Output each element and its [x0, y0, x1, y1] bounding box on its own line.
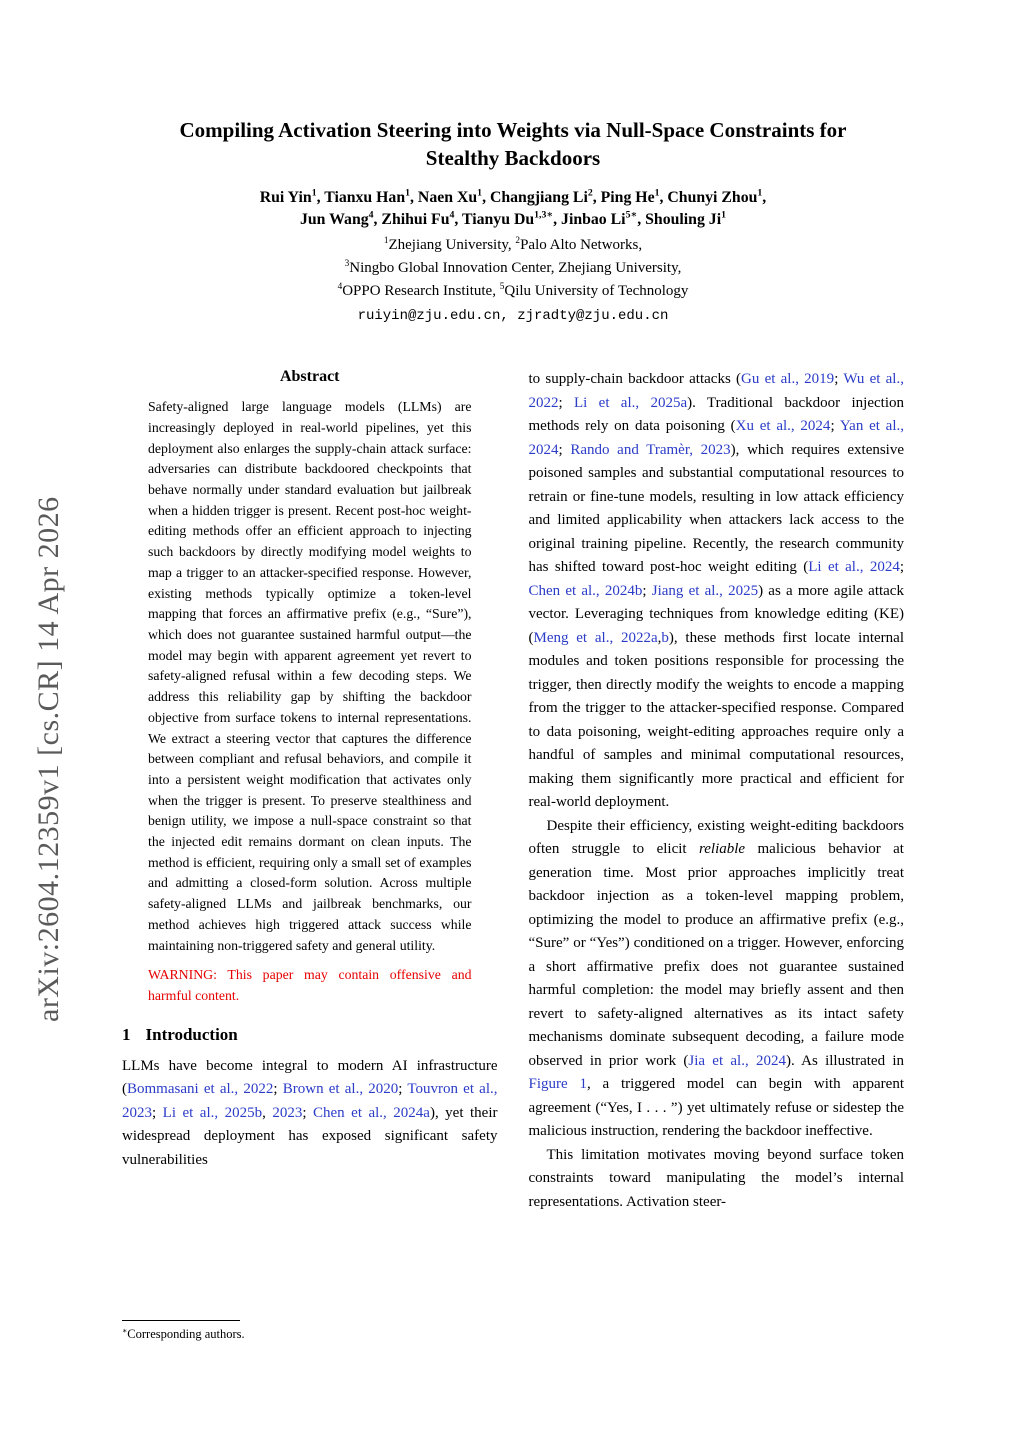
citation-link[interactable]: Yan et al., 2024: [528, 418, 905, 458]
text-segment: Qilu University of Technology: [504, 283, 689, 300]
citation-link[interactable]: Xu et al., 2024: [735, 418, 831, 435]
text-segment: ). Traditional backdoor injection methods rely on data poisoning (: [528, 394, 904, 435]
text-segment: , a triggered model can begin with apparent agreement (“Yes, I . . . ”) yet ultimately refuse or sidestep the malicious instruction, rendering the backdoor ineffective.: [528, 1076, 904, 1140]
text-segment: malicious behavior at generation time. Most prior approaches implicitly treat backdoor injection as a token-level mapping problem, optimizing the model to produce an affirmative prefix (e.g., “Sure” or “Yes”) conditioned on a trigger. However, enforcing a short affirmative prefix does not guarantee sustained harmful completion: the model may briefly assent and then revert to safety-aligned alternatives as its intact safety mechanisms dominate subsequent decoding, a failure mode observed in prior work (: [528, 841, 904, 1069]
citation-link[interactable]: Wu et al., 2022: [528, 371, 904, 411]
text-segment: , Changjiang Li: [482, 189, 588, 207]
superscript-marker: 5: [499, 282, 505, 293]
superscript-marker: 5∗: [625, 209, 638, 221]
author-line-2: [122, 209, 904, 231]
footnote-rule: [122, 1320, 240, 1321]
author-emails: ruiyin@zju.edu.cn, zjradty@zju.edu.cn: [357, 308, 669, 325]
citation-link[interactable]: Touvron et al., 2023: [122, 1081, 498, 1121]
intro-paragraph: [122, 1055, 498, 1173]
text-segment: LLMs have become integral to modern AI infrastructure (: [122, 1057, 498, 1098]
text-segment: , Zhihui Fu: [373, 211, 450, 229]
superscript-marker: 2: [515, 236, 521, 247]
superscript-marker: 4: [449, 209, 455, 221]
text-segment: ;: [899, 559, 904, 576]
superscript-marker: 2: [587, 187, 593, 199]
section-number: 1: [122, 1024, 131, 1044]
citation-link[interactable]: Rando and Tramèr, 2023: [570, 441, 731, 458]
superscript-marker: 1: [721, 209, 726, 221]
text-segment: ;: [642, 582, 652, 599]
text-segment: ;: [834, 371, 844, 388]
abstract-section: [122, 368, 498, 1006]
text-segment: reliable: [698, 841, 746, 858]
text-segment: ), these methods first locate internal modules and token positions responsible for processing the trigger, then directly modify the weights to encode a mapping from the trigger to the attacker-specified response. Compared to data poisoning, weight-editing approaches require only a handful of samples and minimal computational resources, making them significantly more practical and efficient for real-world deployment.: [528, 629, 904, 811]
paper-title: [122, 116, 904, 172]
citation-link[interactable]: Meng et al., 2022a: [533, 629, 658, 646]
superscript-marker: 1,3∗: [534, 209, 554, 221]
paper-header: [122, 116, 904, 324]
author-line-1: [122, 187, 904, 209]
text-segment: , Ping He: [592, 189, 655, 207]
citation-link[interactable]: Gu et al., 2019: [741, 371, 835, 388]
text-segment: Ningbo Global Innovation Center, Zhejiang University,: [349, 260, 682, 277]
citation-link[interactable]: Jia et al., 2024: [688, 1052, 786, 1069]
text-segment: ;: [830, 418, 840, 435]
superscript-marker: 1: [311, 187, 317, 199]
citation-link[interactable]: b: [661, 629, 669, 646]
superscript-marker: 3: [344, 259, 350, 270]
text-segment: ), yet their widespread deployment has exposed significant safety vulnerabilities: [122, 1104, 498, 1168]
text-segment: Despite their efficiency, existing weight-editing backdoors often struggle to elicit: [528, 817, 904, 858]
text-segment: to supply-chain backdoor attacks (: [528, 371, 742, 388]
citation-link[interactable]: 2023: [272, 1104, 303, 1121]
affiliation-line-1: [122, 234, 904, 257]
superscript-marker: 1: [757, 187, 763, 199]
text-segment: Palo Alto Networks,: [520, 237, 643, 254]
text-segment: ,: [262, 1104, 273, 1121]
citation-link[interactable]: Li et al., 2024: [808, 559, 900, 576]
citation-link[interactable]: Brown et al., 2020: [282, 1081, 399, 1098]
text-segment: ;: [152, 1104, 163, 1121]
content-warning: WARNING: This paper may contain offensive and harmful content.: [148, 967, 472, 1003]
citation-link[interactable]: Bommasani et al., 2022: [127, 1081, 274, 1098]
citation-link[interactable]: Chen et al., 2024b: [528, 582, 643, 599]
text-segment: , Tianyu Du: [454, 211, 535, 229]
superscript-marker: 1: [405, 187, 411, 199]
text-segment: ). As illustrated in: [785, 1052, 904, 1069]
citation-link[interactable]: Li et al., 2025b: [162, 1104, 263, 1121]
text-segment: ;: [558, 394, 574, 411]
superscript-marker: ∗: [122, 1326, 128, 1336]
text-segment: This limitation motivates moving beyond surface token constraints toward manipulating the model’s internal representations. Activation steer-: [528, 1146, 904, 1210]
section-title: Introduction: [145, 1024, 238, 1044]
superscript-marker: 4: [337, 282, 343, 293]
text-segment: , Jinbao Li: [553, 211, 626, 229]
text-segment: , Shouling Ji: [637, 211, 722, 229]
superscript-marker: 1: [654, 187, 660, 199]
text-segment: ;: [302, 1104, 314, 1121]
abstract-heading: Abstract: [279, 368, 340, 386]
citation-link[interactable]: Li et al., 2025a: [574, 394, 688, 411]
affiliation-list: [122, 234, 904, 303]
text-segment: Jun Wang: [300, 211, 369, 229]
superscript-marker: 1: [477, 187, 483, 199]
text-segment: Corresponding authors.: [127, 1327, 245, 1342]
paper-content: [122, 0, 904, 1340]
text-segment: , Chunyi Zhou: [659, 189, 758, 207]
affiliation-line-2: [122, 257, 904, 280]
text-segment: Zhejiang University,: [388, 237, 516, 254]
affiliation-line-3: [122, 280, 904, 303]
footnote-text: [122, 1326, 498, 1342]
body-paragraph-3: [529, 1144, 905, 1215]
left-column: [122, 368, 498, 1340]
citation-link[interactable]: Jiang et al., 2025: [651, 582, 759, 599]
citation-link[interactable]: Figure 1: [528, 1076, 587, 1093]
text-segment: , Tianxu Han: [316, 189, 406, 207]
superscript-marker: 4: [368, 209, 374, 221]
text-segment: ), which requires extensive poisoned samples and substantial computational resources to retrain or fine-tune models, resulting in low attack efficiency and limited applicability when attackers lack access to the original training pipeline. Recently, the research community has shifted toward post-hoc weight editing (: [528, 441, 905, 576]
section-heading-introduction: [122, 1025, 498, 1045]
text-segment: , Naen Xu: [410, 189, 478, 207]
citation-link[interactable]: Chen et al., 2024a: [313, 1104, 430, 1121]
text-segment: ,: [657, 629, 662, 646]
body-paragraph-1: [529, 368, 905, 815]
text-segment: OPPO Research Institute,: [342, 283, 500, 300]
arxiv-watermark: arXiv:2604.12359v1 [cs.CR] 14 Apr 2026: [32, 496, 65, 1022]
text-segment: ;: [398, 1081, 408, 1098]
abstract-text: Safety-aligned large language models (LLMs) are increasingly deployed in real-world pipelines, yet this deployment also enlarges the supply-chain attack surface: adversaries can distribute backdoored checkpoints that behave normally under standard evaluation but jailbreak when a hidden trigger is present. Recent post-hoc weight-editing methods offer an efficient approach to injecting such backdoors by directly modifying model weights to map a trigger to an attacker-specified response. However, existing methods typically optimize a token-level mapping that forces an affirmative prefix (e.g., “Sure”), which does not guarantee sustained harmful output—the model may begin with apparent agreement yet revert to safety-aligned refusal within a few decoding steps. We address this reliability gap by shifting the backdoor objective from surface tokens to internal representations. We extract a steering vector that captures the difference between compliant and refusal behaviors, and compile it into a persistent weight modification that activates only when the trigger is present. To preserve stealthiness and benign utility, we impose a null-space constraint so that the injected edit remains dormant on clean inputs. The method is efficient, requiring only a small set of examples and admitting a closed-form solution. Across multiple safety-aligned LLMs and jailbreak benchmarks, our method achieves high triggered attack success while maintaining non-triggered safety and general utility.: [148, 399, 472, 953]
two-column-body: [122, 368, 904, 1340]
superscript-marker: 1: [383, 236, 389, 247]
author-list: [122, 187, 904, 231]
text-segment: Rui Yin: [259, 189, 312, 207]
text-segment: ) as a more agile attack vector. Leveraging techniques from knowledge editing (KE) (: [528, 582, 904, 646]
body-paragraph-2: [529, 815, 905, 1144]
footnote: [122, 1320, 498, 1342]
title-line-2: Stealthy Backdoors: [425, 146, 601, 171]
text-segment: ;: [558, 441, 571, 458]
title-line-1: Compiling Activation Steering into Weights via Null-Space Constraints for: [179, 118, 847, 142]
right-column: [529, 368, 905, 1340]
text-segment: ,: [762, 189, 767, 207]
text-segment: ;: [273, 1081, 283, 1098]
